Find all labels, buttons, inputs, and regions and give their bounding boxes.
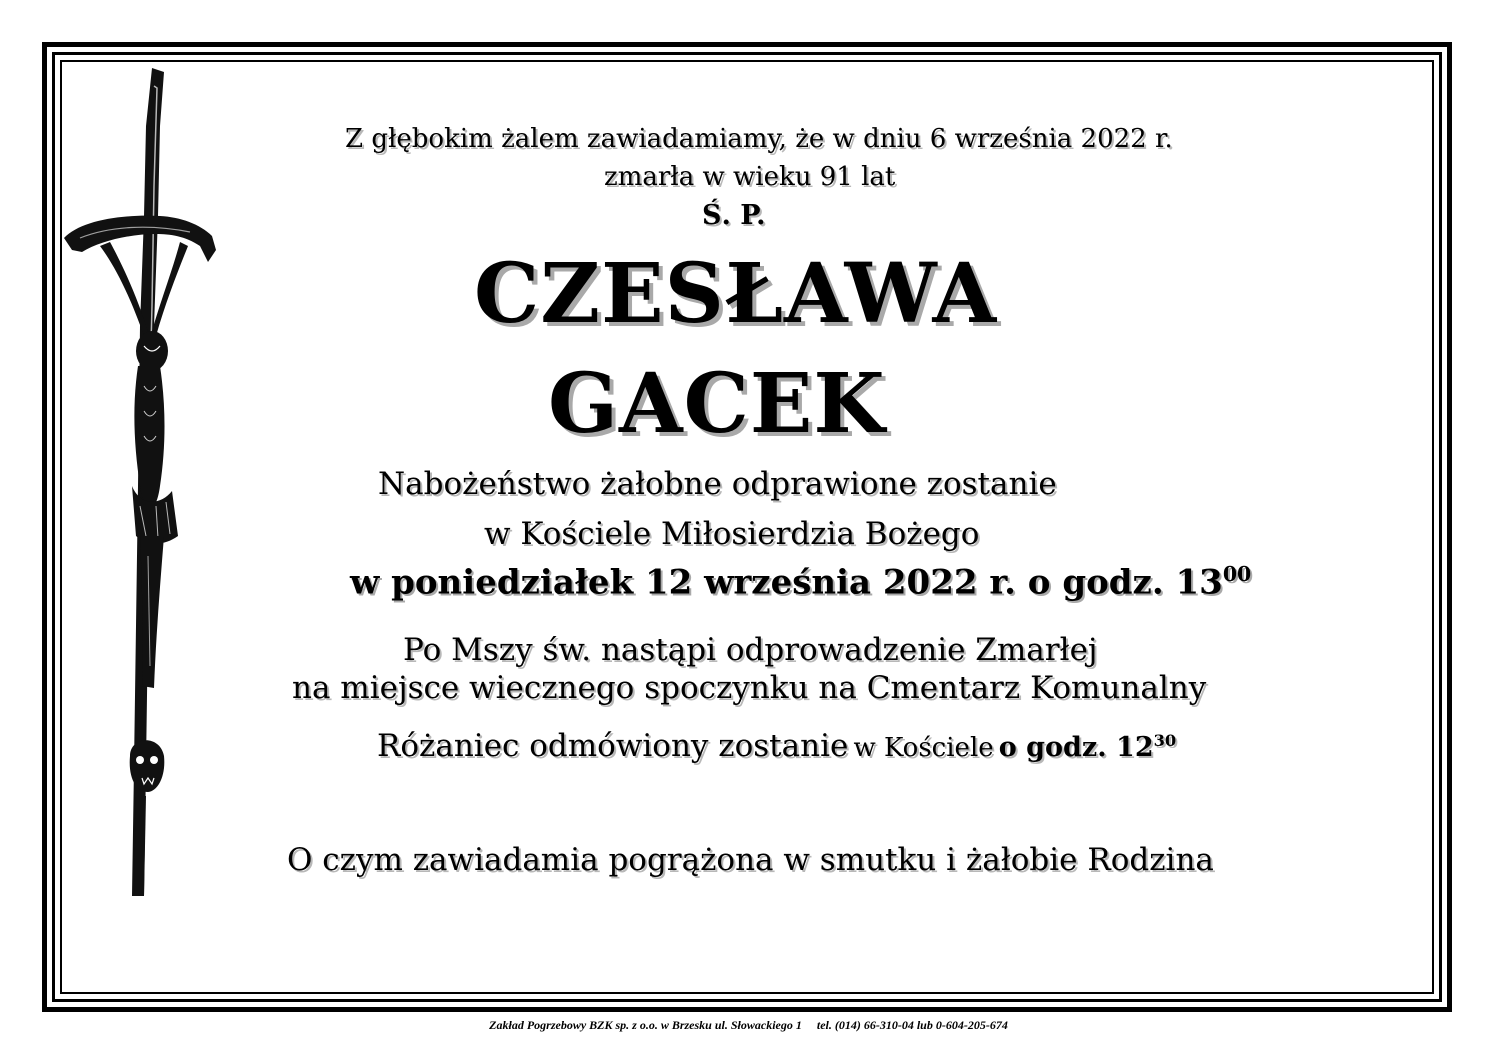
closing-line: O czym zawiadamia pogrążona w smutku i żałobie Rodzina <box>287 842 1214 878</box>
service-line-1: Nabożeństwo żałobne odprawione zostanie <box>378 466 1057 502</box>
footer-phone: tel. (014) 66-310-04 lub 0-604-205-674 <box>816 1018 1008 1032</box>
footer-company: Zakład Pogrzebowy BZK sp. z o.o. w Brzesku ul. Słowackiego 1 <box>489 1018 802 1032</box>
intro-line-1: Z głębokim żalem zawiadamiamy, że w dniu 6 września 2022 r. <box>345 124 1173 154</box>
service-date <box>350 562 1251 602</box>
first-name: CZESŁAWA <box>474 246 998 342</box>
footer <box>0 1018 1497 1033</box>
honorific: Ś. P. <box>702 200 766 231</box>
burial-line-2: na miejsce wiecznego spoczynku na Cmentarz Komunalny <box>292 670 1207 706</box>
rosary-place: w Kościele <box>853 733 994 763</box>
rosary-text: Różaniec odmówiony zostanie <box>377 728 849 764</box>
service-time-minutes: 00 <box>1222 562 1252 586</box>
rosary-time-minutes: 30 <box>1153 731 1177 750</box>
service-line-2: w Kościele Miłosierdzia Bożego <box>484 516 980 552</box>
intro-line-2: zmarła w wieku 91 lat <box>604 162 896 192</box>
last-name: GACEK <box>548 356 886 452</box>
rosary-line <box>377 728 1176 764</box>
rosary-time <box>999 732 1176 763</box>
rosary-time-text: o godz. 12 <box>998 732 1154 763</box>
crucifix-icon <box>60 66 220 906</box>
service-date-text: w poniedziałek 12 września 2022 r. o godz. 13 <box>350 562 1223 603</box>
burial-line-1: Po Mszy św. nastąpi odprowadzenie Zmarłej <box>403 632 1098 668</box>
